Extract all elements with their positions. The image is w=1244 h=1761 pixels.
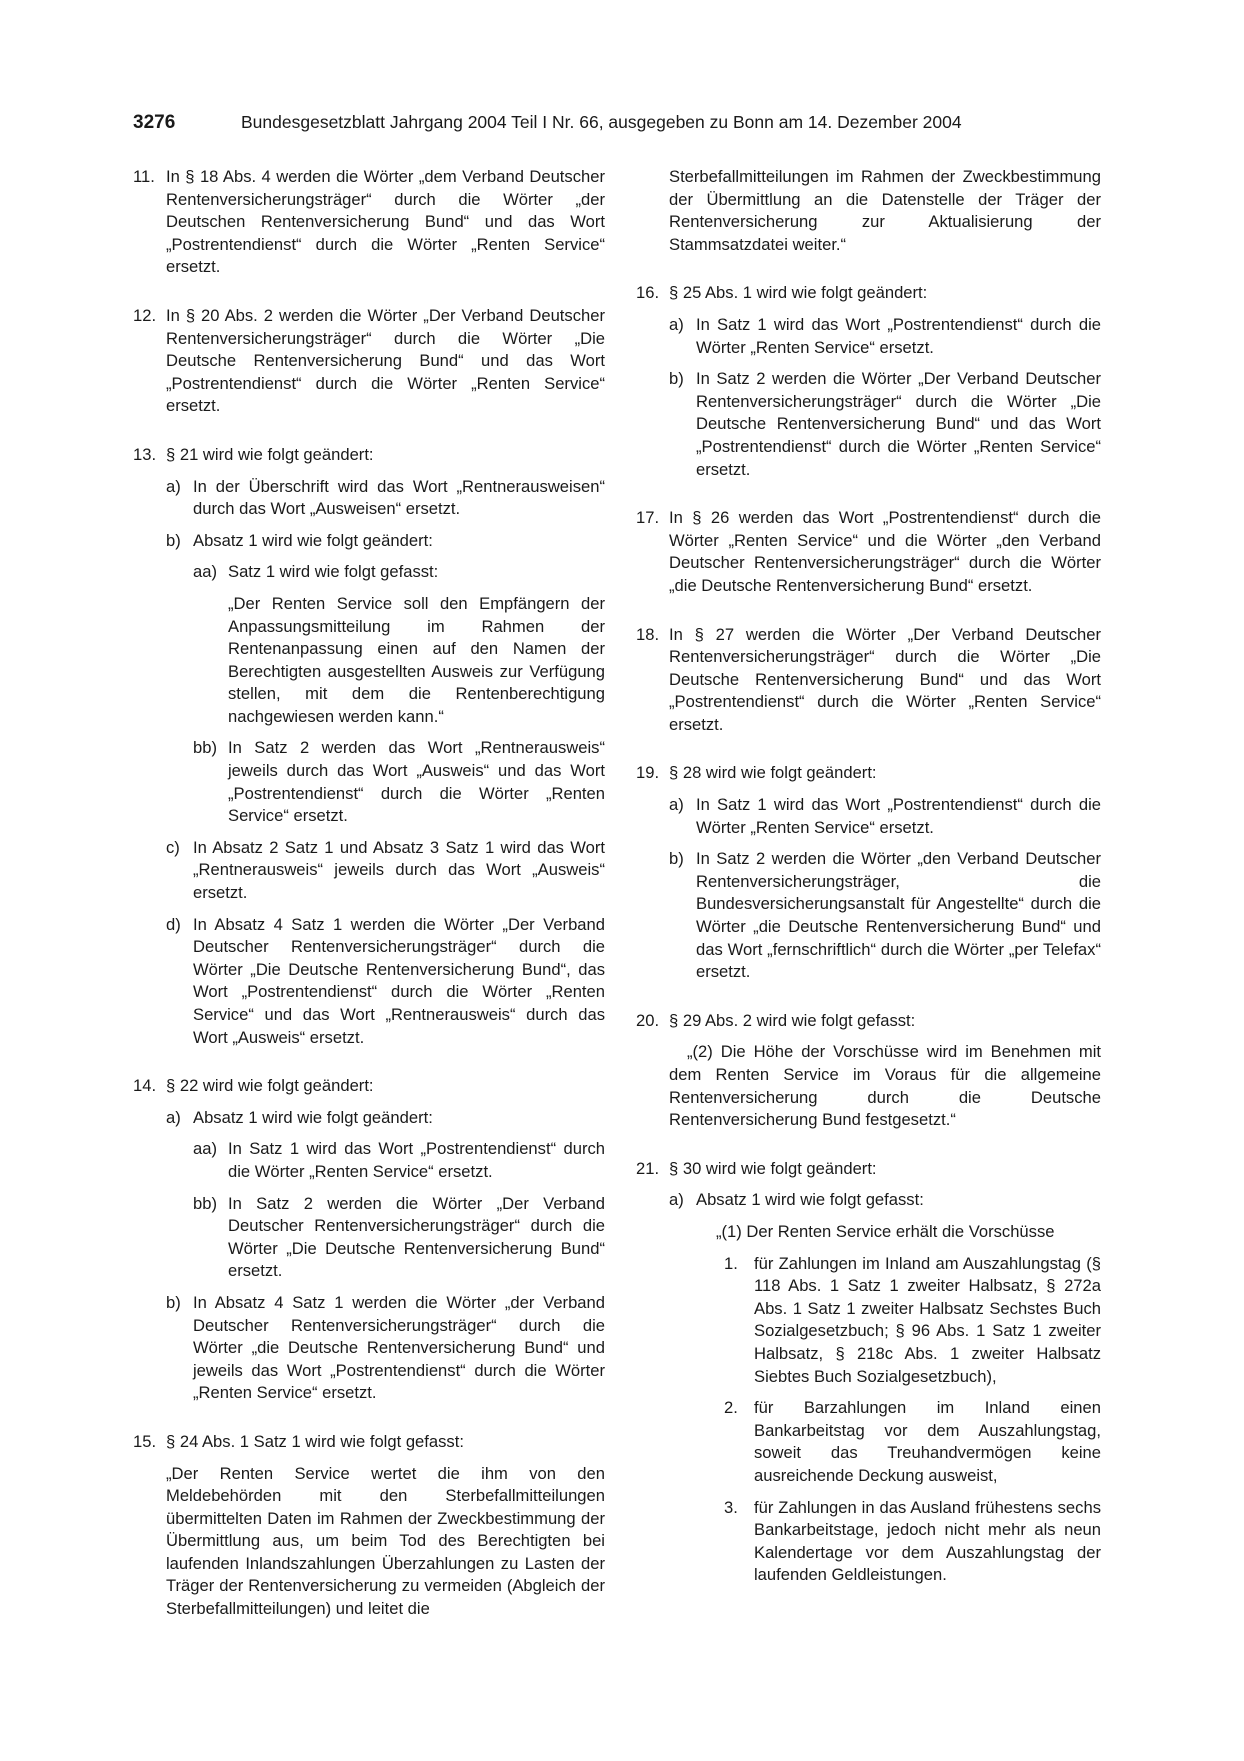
- subsubitem-label: bb): [193, 1193, 217, 1213]
- subitem-a: [669, 314, 1101, 359]
- subitem-text: Absatz 1 wird wie folgt geändert:: [193, 1107, 433, 1127]
- subitem-label: a): [669, 795, 684, 815]
- item-text: § 29 Abs. 2 wird wie folgt gefasst:: [669, 1010, 916, 1030]
- quoted-text: „Der Renten Service wertet die ihm von den Meldebehörden mit den Sterbefallmitteilungen übermittelten Daten im Rahmen der Zweckbestimmung der Übermittlung aus, um beim Tod des Berechtigten bei laufenden Inlandszahlungen Überzahlungen zu Lasten der Träger der Rentenversicherung zu vermeiden (Abgleich der Sterbefallmitteilungen) und leitet die: [166, 1463, 605, 1619]
- item-text: § 25 Abs. 1 wird wie folgt geändert:: [669, 283, 928, 303]
- subitem-a: [669, 1189, 1101, 1587]
- enum-item-2: [696, 1397, 1101, 1487]
- item-13: [133, 444, 605, 1049]
- item-15-continued: [636, 166, 1101, 256]
- item-text: § 24 Abs. 1 Satz 1 wird wie folgt gefasst:: [166, 1431, 464, 1451]
- subsubitem-aa: [193, 561, 605, 728]
- enum-label: 2.: [724, 1398, 738, 1418]
- subitem-text: Absatz 1 wird wie folgt geändert:: [193, 530, 433, 550]
- subsubitem-label: bb): [193, 738, 217, 758]
- subitem-label: a): [669, 314, 684, 334]
- subsubitem-text: In Satz 1 wird das Wort „Postrentendienst“ durch die Wörter „Renten Service“ ersetzt.: [228, 1139, 605, 1181]
- subsubitem-text: In Satz 2 werden die Wörter „Der Verband Deutscher Rentenversicherungsträger“ durch die Wörter „Die Deutsche Rentenversicherung Bund“ ersetzt.: [228, 1193, 605, 1281]
- item-17: [636, 507, 1101, 597]
- subitem-text: In Satz 2 werden die Wörter „Der Verband Deutscher Rentenversicherungsträger“ durch die Wörter „Die Deutsche Rentenversicherung Bund“ und das Wort „Postrentendienst“ durch die Wörter „Renten Service“ ersetzt.: [696, 369, 1101, 479]
- item-14: [133, 1075, 605, 1405]
- right-column: [636, 166, 1101, 1613]
- subitem-label: c): [166, 837, 180, 857]
- subsubitem-text: In Satz 2 werden das Wort „Rentnerausweis“ jeweils durch das Wort „Ausweis“ und das Wort „Postrentendienst“ durch die Wörter „Renten Service“ ersetzt.: [228, 738, 605, 826]
- subitem-d: [166, 914, 605, 1050]
- subsubitem-label: aa): [193, 1139, 217, 1159]
- subitem-text: Absatz 1 wird wie folgt gefasst:: [696, 1190, 924, 1210]
- item-number: 16.: [636, 283, 660, 303]
- header-title: Bundesgesetzblatt Jahrgang 2004 Teil I Nr. 66, ausgegeben zu Bonn am 14. Dezember 2004: [241, 112, 962, 132]
- item-21: [636, 1158, 1101, 1587]
- subsubitem-label: aa): [193, 562, 217, 582]
- quoted-intro: „(1) Der Renten Service erhält die Vorschüsse: [716, 1221, 1055, 1241]
- item-number: 18.: [636, 624, 660, 644]
- item-number: 15.: [133, 1431, 157, 1451]
- page-number: 3276: [133, 112, 176, 133]
- item-number: 20.: [636, 1010, 660, 1030]
- enum-label: 3.: [724, 1497, 738, 1517]
- subitem-b: [669, 848, 1101, 984]
- subitem-text: In Satz 1 wird das Wort „Postrentendienst“ durch die Wörter „Renten Service“ ersetzt.: [696, 795, 1101, 837]
- subitem-a: [669, 794, 1101, 839]
- item-number: 11.: [133, 167, 155, 186]
- subitem-text: In Satz 1 wird das Wort „Postrentendienst“ durch die Wörter „Renten Service“ ersetzt.: [696, 314, 1101, 357]
- subitem-text: In Satz 2 werden die Wörter „den Verband Deutscher Rentenversicherungsträger, die Bundesversicherungsanstalt für Angestellte“ durch die Wörter „die Deutsche Rentenversicherung Bund“ und das Wort „fernschriftlich“ durch die Wörter „per Telefax“ ersetzt.: [696, 849, 1101, 982]
- item-number: 14.: [133, 1076, 157, 1096]
- quoted-text: „Der Renten Service soll den Empfängern der Anpassungsmitteilung im Rahmen der Rentenanpassung einen auf den Namen der Berechtigten ausgestellten Ausweis zur Verfügung stellen, mit dem die Rentenberechtigung nachgewiesen werden kann.“: [228, 593, 605, 726]
- item-number: 12.: [133, 305, 157, 325]
- item-text: In § 27 werden die Wörter „Der Verband Deutscher Rentenversicherungsträger“ durch die Wörter „Die Deutsche Rentenversicherung Bund“ und das Wort „Postrentendienst“ durch die Wörter „Renten Service“ ersetzt.: [669, 624, 1101, 734]
- quoted-text: „(2) Die Höhe der Vorschüsse wird im Benehmen mit dem Renten Service im Voraus für die allgemeine Rentenversicherung durch die Deutsche Rentenversicherung Bund festgesetzt.“: [669, 1042, 1101, 1130]
- subitem-label: a): [166, 476, 181, 496]
- item-text: § 30 wird wie folgt geändert:: [669, 1158, 877, 1178]
- subitem-text: In Absatz 4 Satz 1 werden die Wörter „Der Verband Deutscher Rentenversicherungsträger“ durch die Wörter „Die Deutsche Rentenversicherung Bund“, das Wort „Postrentendienst“ durch die Wörter „Renten Service“ und das Wort „Rentnerausweis“ durch das Wort „Ausweis“ ersetzt.: [193, 914, 605, 1047]
- subitem-b: [166, 530, 605, 828]
- item-text: § 28 wird wie folgt geändert:: [669, 763, 877, 783]
- subsubitem-bb: [193, 737, 605, 827]
- item-18: [636, 624, 1101, 737]
- enum-item-3: [696, 1497, 1101, 1587]
- item-15: [133, 1431, 605, 1621]
- subitem-text: In Absatz 4 Satz 1 werden die Wörter „der Verband Deutscher Rentenversicherungsträger“ durch die Wörter „die Deutsche Rentenversicherung Bund“ und jeweils das Wort „Postrentendienst“ durch die Wörter „Renten Service“ ersetzt.: [193, 1292, 605, 1403]
- item-text: § 21 wird wie folgt geändert:: [166, 444, 374, 464]
- subsubitem-bb: [193, 1193, 605, 1283]
- subitem-label: b): [669, 849, 684, 869]
- subitem-label: a): [166, 1107, 181, 1127]
- left-column: [133, 166, 605, 1647]
- subsubitem-aa: [193, 1138, 605, 1183]
- subitem-label: b): [166, 1292, 181, 1312]
- subitem-b: [669, 368, 1101, 481]
- subitem-text: In Absatz 2 Satz 1 und Absatz 3 Satz 1 wird das Wort „Rentnerausweis“ jeweils durch das Wort „Ausweis“ ersetzt.: [193, 837, 605, 903]
- item-19: [636, 762, 1101, 983]
- enum-text: für Zahlungen in das Ausland frühestens sechs Bankarbeitstage, jedoch nicht mehr als neun Kalendertage vor dem Auszahlungstag der laufenden Geldleistungen.: [754, 1497, 1101, 1585]
- item-number: 19.: [636, 763, 660, 783]
- subitem-label: b): [669, 369, 684, 389]
- subitem-a: [166, 476, 605, 521]
- item-20: [636, 1010, 1101, 1132]
- item-12: [133, 305, 605, 418]
- enum-item-1: [696, 1253, 1101, 1389]
- item-number: 21.: [636, 1158, 660, 1178]
- subitem-c: [166, 837, 605, 905]
- subitem-label: b): [166, 530, 181, 550]
- enum-label: 1.: [724, 1253, 738, 1273]
- quoted-text-continued: Sterbefallmitteilungen im Rahmen der Zweckbestimmung der Übermittlung an die Datenstelle der Träger der Rentenversicherung zur Aktualisierung der Stammsatzdatei weiter.“: [669, 167, 1101, 254]
- enum-text: für Zahlungen im Inland am Auszahlungstag (§ 118 Abs. 1 Satz 1 zweiter Halbsatz, § 272a Abs. 1 Satz 1 zweiter Halbsatz Sechstes Buch Sozialgesetzbuch; § 96 Abs. 1 Satz 1 zweiter Halbsatz, § 218c Abs. 1 zweiter Halbsatz Siebtes Buch Sozialgesetzbuch),: [754, 1253, 1101, 1386]
- item-number: 13.: [133, 444, 157, 464]
- subitem-a: [166, 1107, 605, 1283]
- page-header: [133, 112, 1154, 142]
- subitem-b: [166, 1292, 605, 1405]
- subitem-text: In der Überschrift wird das Wort „Rentnerausweisen“ durch das Wort „Ausweisen“ ersetzt.: [193, 476, 605, 519]
- item-text: In § 18 Abs. 4 werden die Wörter „dem Verband Deutscher Rentenversicherungsträger“ durch die Wörter „der Deutschen Rentenversicherung Bund“ und das Wort „Postrentendienst“ durch die Wörter „Renten Service“ ersetzt.: [166, 167, 605, 277]
- subitem-label: a): [669, 1190, 684, 1210]
- item-text: In § 26 werden das Wort „Postrentendienst“ durch die Wörter „Renten Service“ und die Wörter „den Verband Deutscher Rentenversicherungsträger“ durch die Wörter „die Deutsche Rentenversicherung Bund“ ersetzt.: [669, 508, 1101, 595]
- item-number: 17.: [636, 508, 660, 528]
- item-16: [636, 282, 1101, 481]
- enum-text: für Barzahlungen im Inland einen Bankarbeitstag vor dem Auszahlungstag, soweit das Treuhandvermögen keine ausreichende Deckung ausweist,: [754, 1398, 1101, 1485]
- subsubitem-text: Satz 1 wird wie folgt gefasst:: [228, 562, 439, 582]
- subitem-label: d): [166, 914, 181, 934]
- item-text: § 22 wird wie folgt geändert:: [166, 1076, 374, 1096]
- item-text: In § 20 Abs. 2 werden die Wörter „Der Verband Deutscher Rentenversicherungsträger“ durch die Wörter „Die Deutsche Rentenversicherung Bund“ und das Wort „Postrentendienst“ durch die Wörter „Renten Service“ ersetzt.: [166, 305, 605, 416]
- item-11: [133, 166, 605, 279]
